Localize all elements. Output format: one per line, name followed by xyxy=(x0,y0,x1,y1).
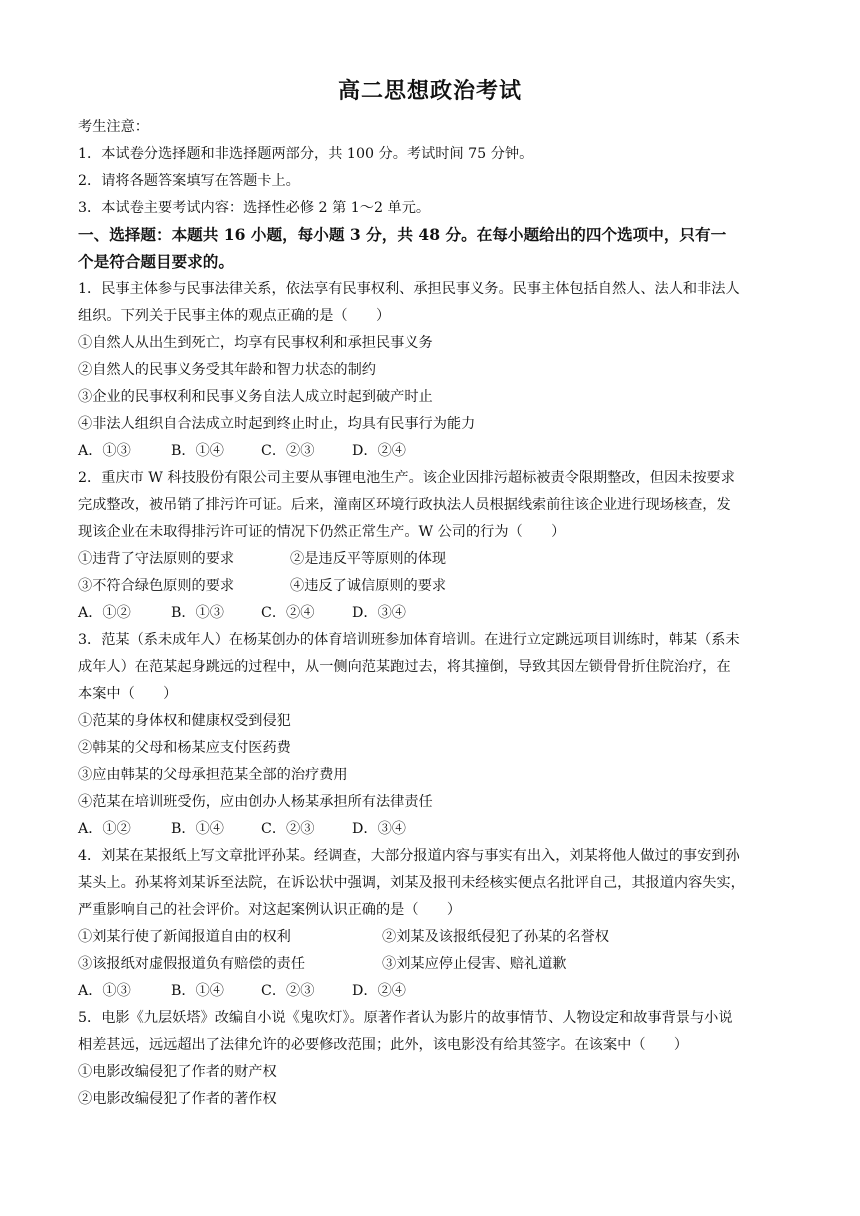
notice-heading: 考生注意： xyxy=(78,119,149,135)
option-a: A．①③ xyxy=(78,983,131,999)
notice-item: 1．本试卷分选择题和非选择题两部分，共 100 分。考试时间 75 分钟。 xyxy=(78,146,534,162)
question-3-item: ③应由韩某的父母承担范某全部的治疗费用 xyxy=(78,767,348,783)
question-2-item: ②是违反平等原则的体现 xyxy=(290,551,447,567)
question-2-stem: 现该企业在未取得排污许可证的情况下仍然正常生产。W 公司的行为（ ） xyxy=(78,524,566,540)
option-a: A．①③ xyxy=(78,443,131,459)
question-1-item: ②自然人的民事义务受其年龄和智力状态的制约 xyxy=(78,362,376,378)
option-d: D．③④ xyxy=(352,821,406,837)
option-c: C．②③ xyxy=(261,443,315,459)
question-3-item: ④范某在培训班受伤，应由创办人杨某承担所有法律责任 xyxy=(78,794,433,810)
section-heading: 个是符合题目要求的。 xyxy=(78,252,234,271)
option-d: D．②④ xyxy=(352,443,406,459)
section-heading: 一、选择题：本题共 16 小题，每小题 3 分，共 48 分。在每小题给出的四个选项中，只有一 xyxy=(78,225,727,244)
notice-item: 3．本试卷主要考试内容：选择性必修 2 第 1～2 单元。 xyxy=(78,200,431,216)
question-4-item: ③该报纸对虚假报道负有赔偿的责任 xyxy=(78,956,306,972)
question-5-stem: 5．电影《九层妖塔》改编自小说《鬼吹灯》。原著作者认为影片的故事情节、人物设定和故事背景与小说 xyxy=(78,1010,733,1026)
page-title: 高二思想政治考试 xyxy=(337,78,522,104)
question-1-item: ③企业的民事权利和民事义务自法人成立时起到破产时止 xyxy=(78,389,433,405)
question-2-stem: 完成整改，被吊销了排污许可证。后来，潼南区环境行政执法人员根据线索前往该企业进行现场核查，发 xyxy=(78,497,731,513)
question-4-item: ③刘某应停止侵害、赔礼道歉 xyxy=(382,956,567,972)
option-b: B．①④ xyxy=(171,983,224,999)
option-a: A．①② xyxy=(78,605,131,621)
option-b: B．①④ xyxy=(171,443,224,459)
question-4-stem: 4．刘某在某报纸上写文章批评孙某。经调查，大部分报道内容与事实有出入，刘某将他人做过的事安到孙 xyxy=(78,848,740,864)
question-1-stem: 1．民事主体参与民事法律关系，依法享有民事权利、承担民事义务。民事主体包括自然人、法人和非法人 xyxy=(78,281,740,297)
question-4-item: ①刘某行使了新闻报道自由的权利 xyxy=(78,929,291,945)
question-4-stem: 某头上。孙某将刘某诉至法院，在诉讼状中强调，刘某及报刊未经核实便点名批评自己，其报道内容失实， xyxy=(78,875,745,891)
option-d: D．②④ xyxy=(352,983,406,999)
question-1-item: ④非法人组织自合法成立时起到终止时止，均具有民事行为能力 xyxy=(78,416,476,432)
question-1-stem: 组织。下列关于民事主体的观点正确的是（ ） xyxy=(78,308,391,324)
option-c: C．②③ xyxy=(261,983,315,999)
question-2-stem: 2．重庆市 W 科技股份有限公司主要从事锂电池生产。该企业因排污超标被责令限期整改，但因未按要求 xyxy=(78,470,735,486)
question-5-item: ①电影改编侵犯了作者的财产权 xyxy=(78,1064,277,1080)
question-5-stem: 相差甚远，远远超出了法律允许的必要修改范围；此外，该电影没有给其签字。在该案中（ ） xyxy=(78,1037,689,1053)
question-3-stem: 成年人）在范某起身跳远的过程中，从一侧向范某跑过去，将其撞倒，导致其因左锁骨骨折住院治疗，在 xyxy=(78,659,731,675)
question-2-item: ①违背了守法原则的要求 xyxy=(78,551,235,567)
question-2-item: ③不符合绿色原则的要求 xyxy=(78,578,235,594)
option-c: C．②④ xyxy=(261,605,315,621)
question-4-stem: 严重影响自己的社会评价。对这起案例认识正确的是（ ） xyxy=(78,902,462,918)
question-4-item: ②刘某及该报纸侵犯了孙某的名誉权 xyxy=(382,929,610,945)
question-3-stem: 本案中（ ） xyxy=(78,686,178,702)
question-5-item: ②电影改编侵犯了作者的著作权 xyxy=(78,1091,277,1107)
option-a: A．①② xyxy=(78,821,131,837)
option-b: B．①④ xyxy=(171,821,224,837)
option-b: B．①③ xyxy=(171,605,224,621)
question-3-item: ①范某的身体权和健康权受到侵犯 xyxy=(78,713,291,729)
question-3-stem: 3．范某（系未成年人）在杨某创办的体育培训班参加体育培训。在进行立定跳远项目训练时，韩某（系未 xyxy=(78,632,740,648)
option-c: C．②③ xyxy=(261,821,315,837)
question-3-item: ②韩某的父母和杨某应支付医药费 xyxy=(78,740,291,756)
question-1-item: ①自然人从出生到死亡，均享有民事权利和承担民事义务 xyxy=(78,335,433,351)
option-d: D．③④ xyxy=(352,605,406,621)
notice-item: 2．请将各题答案填写在答题卡上。 xyxy=(78,173,300,189)
question-2-item: ④违反了诚信原则的要求 xyxy=(290,578,447,594)
